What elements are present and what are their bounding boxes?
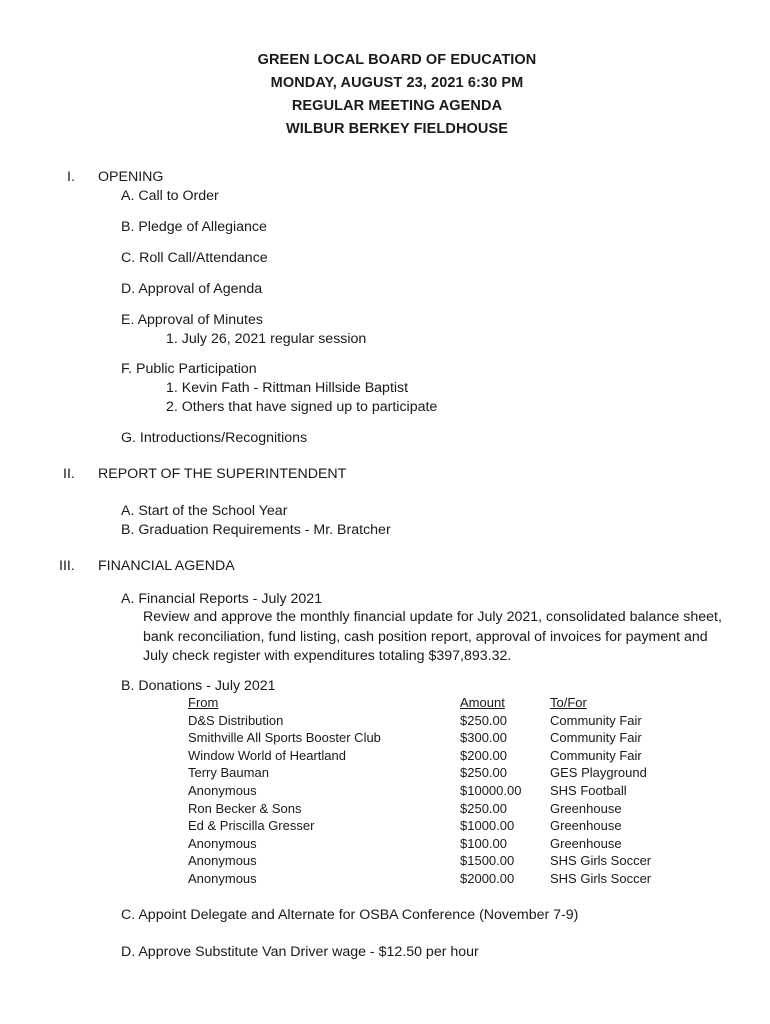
item-introductions: G. Introductions/Recognitions — [121, 430, 308, 446]
donation-purpose: Community Fair — [550, 712, 642, 728]
section-1-title: OPENING — [98, 169, 164, 185]
donor-name: Terry Bauman — [188, 765, 269, 781]
donation-amount: $10000.00 — [460, 782, 522, 798]
section-1-numeral: I. — [67, 169, 75, 185]
donation-amount: $250.00 — [460, 712, 507, 728]
header-meeting-type: REGULAR MEETING AGENDA — [291, 98, 503, 114]
donor-name: Anonymous — [188, 782, 257, 798]
donation-amount: $1000.00 — [460, 818, 515, 834]
column-header-to-for: To/For — [550, 695, 587, 710]
item-approval-minutes: E. Approval of Minutes — [121, 312, 263, 328]
section-3-numeral: III. — [59, 558, 75, 574]
donation-purpose: Greenhouse — [550, 835, 622, 851]
donation-amount: $250.00 — [460, 765, 507, 781]
column-header-amount: Amount — [460, 695, 505, 710]
section-2-title: REPORT OF THE SUPERINTENDENT — [98, 466, 347, 482]
section-3-title: FINANCIAL AGENDA — [98, 558, 235, 574]
subitem-others-signed-up: 2. Others that have signed up to participate — [166, 399, 438, 415]
agenda-header — [0, 49, 770, 141]
item-van-driver-wage: D. Approve Substitute Van Driver wage - $12.50 per hour — [121, 944, 479, 960]
donation-purpose: Community Fair — [550, 730, 642, 746]
donation-purpose: SHS Girls Soccer — [550, 853, 652, 869]
donation-purpose: SHS Football — [550, 782, 627, 798]
donation-amount: $250.00 — [460, 800, 507, 816]
section-2-numeral: II. — [63, 466, 75, 482]
donation-amount: $300.00 — [460, 730, 507, 746]
item-roll-call: C. Roll Call/Attendance — [121, 250, 268, 266]
donor-name: Ed & Priscilla Gresser — [188, 818, 315, 834]
donation-purpose: SHS Girls Soccer — [550, 870, 652, 886]
subitem-kevin-fath: 1. Kevin Fath - Rittman Hillside Baptist — [166, 380, 409, 396]
item-public-participation: F. Public Participation — [121, 361, 257, 377]
donation-purpose: Greenhouse — [550, 818, 622, 834]
donor-name: Anonymous — [188, 870, 257, 886]
donation-amount: $100.00 — [460, 835, 507, 851]
item-start-school-year: A. Start of the School Year — [121, 503, 288, 519]
item-financial-reports: A. Financial Reports - July 2021 — [121, 591, 323, 607]
donation-amount: $1500.00 — [460, 853, 515, 869]
donation-amount: $2000.00 — [460, 870, 515, 886]
donor-name: Window World of Heartland — [188, 747, 346, 763]
item-approval-agenda: D. Approval of Agenda — [121, 281, 263, 297]
subitem-minutes-july26: 1. July 26, 2021 regular session — [166, 331, 367, 347]
item-donations: B. Donations - July 2021 — [121, 678, 276, 694]
donation-purpose: GES Playground — [550, 765, 647, 781]
item-pledge: B. Pledge of Allegiance — [121, 219, 267, 235]
header-location: WILBUR BERKEY FIELDHOUSE — [285, 121, 509, 137]
donation-purpose: Community Fair — [550, 747, 642, 763]
item-call-to-order: A. Call to Order — [121, 188, 219, 204]
header-board-name: GREEN LOCAL BOARD OF EDUCATION — [257, 52, 537, 68]
donor-name: Anonymous — [188, 835, 257, 851]
donation-amount: $200.00 — [460, 747, 507, 763]
donor-name: Ron Becker & Sons — [188, 800, 302, 816]
column-header-from: From — [188, 695, 219, 710]
donor-name: Smithville All Sports Booster Club — [188, 730, 381, 746]
donor-name: Anonymous — [188, 853, 257, 869]
item-osba-delegate: C. Appoint Delegate and Alternate for OSBA Conference (November 7-9) — [121, 907, 579, 923]
donor-name: D&S Distribution — [188, 712, 284, 728]
header-date: MONDAY, AUGUST 23, 2021 6:30 PM — [270, 75, 524, 91]
financial-reports-description: Review and approve the monthly financial update for July 2021, consolidated balance sheet, bank reconciliation, fund listing, cash position report, approval of invoices for payment and July check register with expenditures totaling $397,893.32. — [143, 609, 722, 664]
donation-purpose: Greenhouse — [550, 800, 622, 816]
item-graduation-requirements: B. Graduation Requirements - Mr. Bratcher — [121, 522, 391, 538]
